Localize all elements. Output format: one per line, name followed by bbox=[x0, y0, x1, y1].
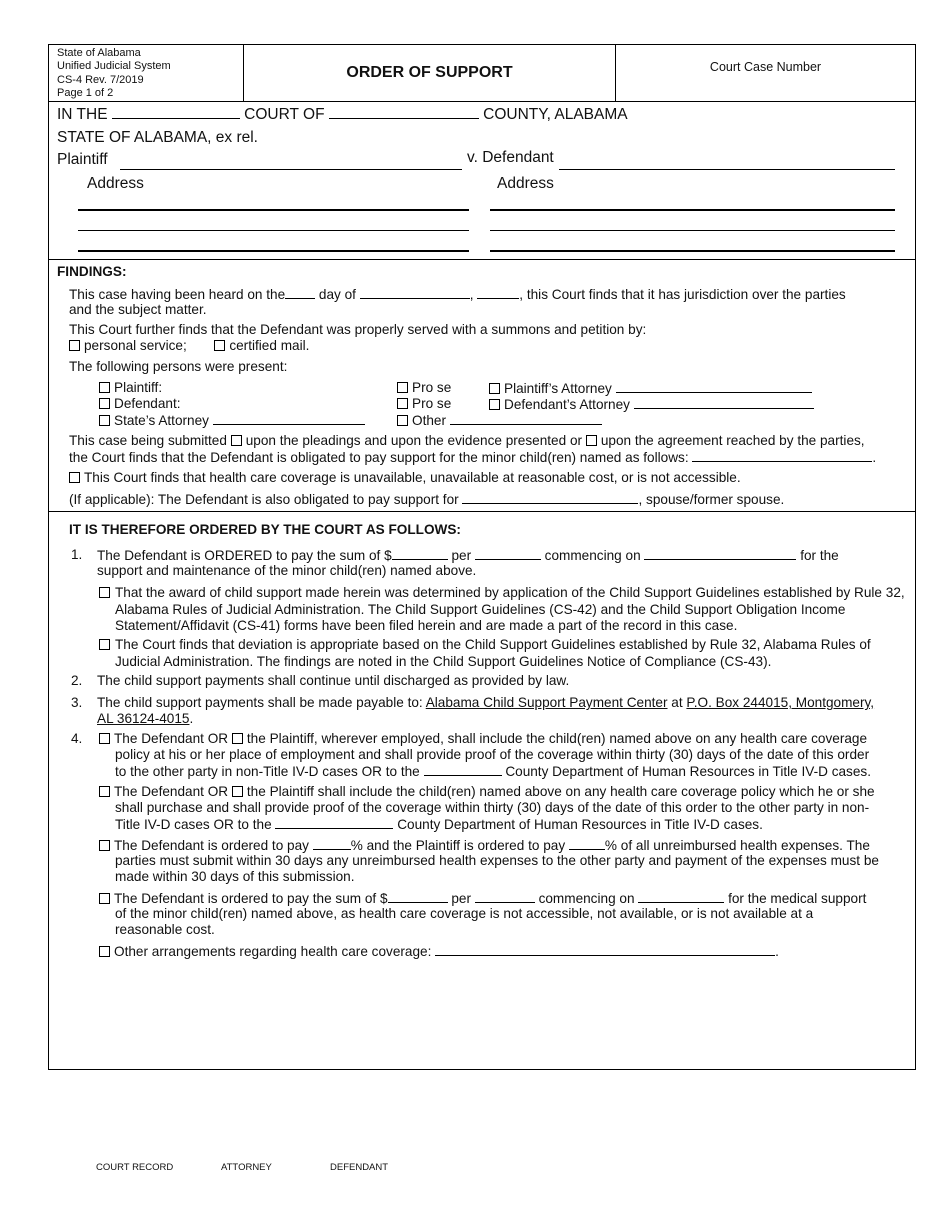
unreimbursed-text: % of all unreimbursed health expenses. The bbox=[604, 838, 870, 853]
plaintiff-pro-se-checkbox[interactable] bbox=[397, 382, 408, 393]
defendant-employer-coverage-checkbox[interactable] bbox=[99, 733, 110, 744]
plaintiffs-attorney-field[interactable] bbox=[616, 380, 812, 393]
coverage-employer-continued: policy at his or her place of employment and shall provide proof of the coverage within thirty (30) days of the date of this order bbox=[115, 747, 870, 762]
medical-support-checkbox[interactable] bbox=[99, 893, 110, 904]
present-states-attorney bbox=[99, 412, 365, 430]
plaintiff-purchase-coverage-checkbox[interactable] bbox=[232, 786, 243, 797]
purchase-coverage-text: the Plaintiff shall include the child(ren) named above on any health care coverage policy which he or she bbox=[246, 784, 875, 799]
plaintiff-present-checkbox[interactable] bbox=[99, 382, 110, 393]
defendant-present-checkbox[interactable] bbox=[99, 398, 110, 409]
page-number: Page 1 of 2 bbox=[57, 87, 114, 100]
caption-line bbox=[57, 106, 628, 124]
deviation-text: The Court finds that deviation is appropriate based on the Child Support Guidelines established by Rule 32, Alabama Rules of Judicial Administration. The findings are noted in the Child Support Guidelines Notice of Compliance (CS-43). bbox=[115, 637, 871, 669]
health-care-finding bbox=[69, 470, 741, 487]
guidelines-text: That the award of child support made herein was determined by application of the Child Support Guidelines established by Rule 32, Alabama Rules of Judicial Administration. The Child Support Guidelines (CS-42) and the Child Support Obligation Income Statement/Affidavit (CS-41) forms have been filed herein and are made a part of the record in this case. bbox=[115, 585, 905, 633]
defendants-attorney-field[interactable] bbox=[634, 396, 814, 409]
issuer-block bbox=[57, 47, 171, 101]
county-label: COUNTY, ALABAMA bbox=[483, 106, 628, 123]
per-label: per bbox=[451, 548, 472, 563]
guidelines-checkbox[interactable] bbox=[99, 587, 110, 598]
defendants-attorney-label: Defendant’s Attorney bbox=[504, 397, 630, 412]
findings-heard-line: This case having been heard on the day of , , this Court finds that it has jurisdiction over the parties bbox=[69, 287, 846, 302]
medical-support-for-text: for the medical support bbox=[728, 891, 867, 906]
medical-support-continued-2: reasonable cost. bbox=[115, 922, 215, 937]
orders-heading: IT IS THEREFORE ORDERED BY THE COURT AS FOLLOWS: bbox=[69, 522, 461, 537]
personal-service-label: personal service; bbox=[84, 338, 187, 353]
issuer-line: Unified Judicial System bbox=[57, 60, 171, 73]
other-label: Other bbox=[412, 413, 446, 428]
support-start-date-field[interactable] bbox=[644, 547, 796, 560]
submitted-text: This case being submitted bbox=[69, 433, 227, 448]
plaintiff-percent-field[interactable] bbox=[569, 837, 605, 850]
title-ivd-text: Title IV-D cases OR to the bbox=[115, 817, 272, 832]
plaintiff-name-field[interactable] bbox=[120, 169, 462, 170]
plaintiffs-attorney-label: Plaintiff’s Attorney bbox=[504, 381, 612, 396]
in-the-label: IN THE bbox=[57, 106, 108, 123]
item-1-line bbox=[97, 547, 839, 565]
defendant-address-line-3[interactable] bbox=[490, 250, 895, 252]
obligation-line: the Court finds that the Defendant is obligated to pay support for the minor child(ren) named as follows: . bbox=[69, 450, 877, 465]
heard-year-field[interactable] bbox=[477, 286, 519, 299]
support-amount-field[interactable] bbox=[392, 547, 448, 560]
defendant-address-line-2[interactable] bbox=[490, 230, 895, 231]
employer-coverage-text: the Plaintiff, wherever employed, shall include the child(ren) named above on any health care coverage bbox=[246, 731, 868, 746]
item-2-text: The child support payments shall continue until discharged as provided by law. bbox=[97, 673, 570, 688]
payee-address-line-1: P.O. Box 244015, Montgomery, bbox=[686, 695, 875, 710]
findings-heading: FINDINGS: bbox=[57, 264, 127, 279]
form-frame bbox=[48, 44, 916, 1070]
pro-se-label: Pro se bbox=[412, 380, 452, 395]
pro-se-plaintiff bbox=[397, 380, 451, 397]
states-attorney-field[interactable] bbox=[213, 412, 365, 425]
payable-to-text: The child support payments shall be made payable to: bbox=[97, 695, 423, 710]
plaintiffs-attorney-row bbox=[489, 380, 812, 398]
defendants-attorney-checkbox[interactable] bbox=[489, 399, 500, 410]
support-frequency-field[interactable] bbox=[475, 547, 541, 560]
defendant-percent-field[interactable] bbox=[313, 837, 351, 850]
commencing-label: commencing on bbox=[538, 891, 635, 906]
county-field[interactable] bbox=[329, 106, 479, 119]
deviation-checkbox[interactable] bbox=[99, 639, 110, 650]
defendant-pay-text: The Defendant is ordered to pay bbox=[114, 838, 309, 853]
unreimbursed-continued: parties must submit within 30 days any unreimbursed health expenses to the other party and payment of the expenses must be bbox=[115, 853, 879, 868]
plaintiff-employer-coverage-checkbox[interactable] bbox=[232, 733, 243, 744]
spouse-text: , spouse/former spouse. bbox=[638, 492, 785, 507]
purchase-county-field[interactable] bbox=[275, 816, 393, 829]
item-1-continued: support and maintenance of the minor child(ren) named above. bbox=[97, 563, 477, 578]
form-number: CS-4 Rev. 7/2019 bbox=[57, 73, 144, 86]
defendant-label: v. Defendant bbox=[467, 149, 554, 166]
defendant-address-label: Address bbox=[497, 175, 554, 192]
state-ex-rel: STATE OF ALABAMA, ex rel. bbox=[57, 129, 258, 146]
defendant-pro-se-checkbox[interactable] bbox=[397, 398, 408, 409]
county-dhr-text: County Department of Human Resources in Title IV-D cases. bbox=[505, 764, 871, 779]
states-attorney-checkbox[interactable] bbox=[99, 415, 110, 426]
defendant-name-field[interactable] bbox=[559, 169, 895, 170]
item-3-line-2: AL 36124-4015. bbox=[97, 711, 194, 726]
for-the-text: for the bbox=[800, 548, 839, 563]
heard-day-field[interactable] bbox=[285, 286, 315, 299]
at-text: at bbox=[671, 695, 683, 710]
medical-support-text: The Defendant is ordered to pay the sum of $ bbox=[114, 891, 388, 906]
spousal-support-text: (If applicable): The Defendant is also obligated to pay support for bbox=[69, 492, 459, 507]
other-arrangements-line: Other arrangements regarding health care coverage: . bbox=[99, 943, 779, 961]
defendant-or-text: The Defendant OR bbox=[114, 731, 229, 746]
present-plaintiff bbox=[99, 380, 162, 397]
agreement-text: upon the agreement reached by the parties, bbox=[600, 433, 865, 448]
deviation-option-checkbox-wrap bbox=[99, 637, 114, 654]
section-divider bbox=[49, 259, 915, 260]
non-title-text: to the other party in non-Title IV-D cases OR to the bbox=[115, 764, 420, 779]
item-4-number: 4. bbox=[71, 731, 83, 746]
spousal-support-line bbox=[69, 491, 784, 509]
medical-start-date-field[interactable] bbox=[638, 890, 724, 903]
other-present-field[interactable] bbox=[450, 412, 602, 425]
court-case-number-label: Court Case Number bbox=[709, 60, 822, 74]
medical-support-continued: of the minor child(ren) named above, as health care coverage is not accessible, not available, or is not available at a bbox=[115, 906, 814, 921]
defendant-or-text: The Defendant OR bbox=[114, 784, 229, 799]
other-present-checkbox[interactable] bbox=[397, 415, 408, 426]
coverage-employer-continued-2 bbox=[115, 763, 871, 781]
certified-mail-label: certified mail. bbox=[229, 338, 310, 353]
subject-matter-text: and the subject matter. bbox=[69, 302, 207, 317]
obligation-text: the Court finds that the Defendant is obligated to pay support for the minor child(ren) named as follows: bbox=[69, 450, 689, 465]
guidelines-option-checkbox-wrap bbox=[99, 585, 114, 602]
day-of-text: day of bbox=[318, 287, 356, 302]
present-defendant bbox=[99, 396, 181, 413]
commencing-label: commencing on bbox=[544, 548, 641, 563]
section-divider bbox=[49, 511, 915, 512]
payee-name: Alabama Child Support Payment Center bbox=[425, 695, 668, 710]
pro-se-label: Pro se bbox=[412, 396, 452, 411]
copy-defendant: DEFENDANT bbox=[330, 1162, 389, 1173]
other-arrangements-checkbox[interactable] bbox=[99, 946, 110, 957]
item-3-number: 3. bbox=[71, 695, 83, 710]
coverage-employer-line bbox=[99, 731, 867, 748]
medical-support-line bbox=[99, 890, 866, 908]
medical-frequency-field[interactable] bbox=[475, 890, 535, 903]
issuer-line: State of Alabama bbox=[57, 47, 141, 59]
copy-court-record: COURT RECORD bbox=[96, 1162, 174, 1173]
other-arrangements-text: Other arrangements regarding health care coverage: bbox=[114, 944, 432, 959]
plaintiff-address-label: Address bbox=[87, 175, 144, 192]
item-1-text: The Defendant is ORDERED to pay the sum of $ bbox=[97, 548, 392, 563]
plaintiffs-attorney-checkbox[interactable] bbox=[489, 383, 500, 394]
defendant-address-line-1[interactable] bbox=[490, 209, 895, 211]
other-arrangements-field[interactable] bbox=[435, 943, 775, 956]
form-title: ORDER OF SUPPORT bbox=[346, 64, 513, 81]
present-other bbox=[397, 412, 602, 430]
item-1-number: 1. bbox=[71, 547, 83, 562]
plaintiff-pay-text: % and the Plaintiff is ordered to pay bbox=[350, 838, 566, 853]
pleadings-checkbox[interactable] bbox=[231, 435, 242, 446]
medical-amount-field[interactable] bbox=[388, 890, 448, 903]
agreement-checkbox[interactable] bbox=[586, 435, 597, 446]
county-dhr-text: County Department of Human Resources in Title IV-D cases. bbox=[397, 817, 763, 832]
plaintiff-address-line-1[interactable] bbox=[78, 209, 469, 211]
court-of-label: COURT OF bbox=[244, 106, 325, 123]
states-attorney-label: State’s Attorney bbox=[114, 413, 209, 428]
coverage-purchase-continued-2 bbox=[115, 816, 763, 834]
pleadings-text: upon the pleadings and upon the evidence presented or bbox=[245, 433, 583, 448]
submission-line bbox=[69, 433, 865, 450]
item-3-line bbox=[97, 695, 874, 712]
coverage-purchase-continued: shall purchase and shall provide proof of the coverage within thirty (30) days of the date of this order to the other party in non- bbox=[115, 800, 870, 815]
spouse-name-field[interactable] bbox=[462, 491, 638, 504]
unreimbursed-expenses-checkbox[interactable] bbox=[99, 840, 110, 851]
per-label: per bbox=[451, 891, 471, 906]
children-names-field[interactable] bbox=[692, 449, 872, 462]
payee-address-line-2: AL 36124-4015 bbox=[97, 711, 190, 726]
heard-text: This case having been heard on the bbox=[69, 287, 286, 302]
defendant-present-label: Defendant: bbox=[114, 396, 181, 411]
pro-se-defendant bbox=[397, 396, 451, 413]
present-heading: The following persons were present: bbox=[69, 359, 288, 374]
copy-attorney: ATTORNEY bbox=[221, 1162, 272, 1173]
unreimbursed-line bbox=[99, 837, 870, 855]
plaintiff-address-line-3[interactable] bbox=[78, 250, 469, 252]
coverage-purchase-line bbox=[99, 784, 875, 801]
employer-county-field[interactable] bbox=[424, 763, 502, 776]
plaintiff-address-line-2[interactable] bbox=[78, 230, 469, 231]
health-care-unavailable-checkbox[interactable] bbox=[69, 472, 80, 483]
heard-month-field[interactable] bbox=[360, 286, 470, 299]
service-options bbox=[69, 338, 309, 355]
certified-mail-checkbox[interactable] bbox=[214, 340, 225, 351]
health-care-text: This Court finds that health care coverage is unavailable, unavailable at reasonable cost, or is not accessible. bbox=[84, 470, 741, 485]
unreimbursed-continued-2: made within 30 days of this submission. bbox=[115, 869, 355, 884]
form-header bbox=[49, 45, 915, 102]
jurisdiction-text: , this Court finds that it has jurisdiction over the parties bbox=[519, 287, 846, 302]
plaintiff-present-label: Plaintiff: bbox=[114, 380, 163, 395]
circuit-court-field[interactable] bbox=[112, 106, 240, 119]
plaintiff-label: Plaintiff bbox=[57, 151, 108, 168]
personal-service-checkbox[interactable] bbox=[69, 340, 80, 351]
defendants-attorney-row bbox=[489, 396, 814, 414]
defendant-purchase-coverage-checkbox[interactable] bbox=[99, 786, 110, 797]
service-text: This Court further finds that the Defendant was properly served with a summons and petition by: bbox=[69, 322, 647, 337]
item-2-number: 2. bbox=[71, 673, 83, 688]
